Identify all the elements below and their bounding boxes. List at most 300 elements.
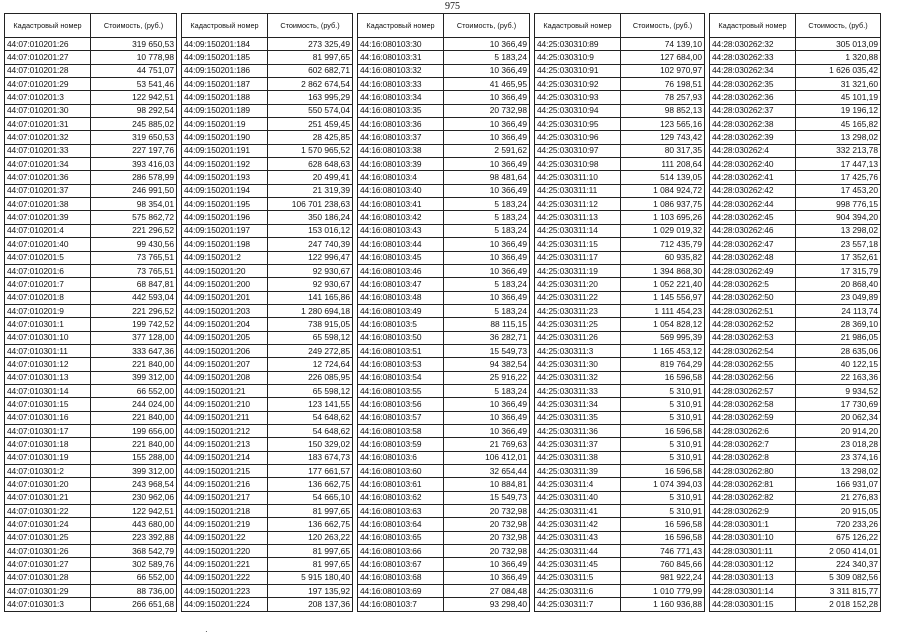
value-cell: 17 447,13 <box>796 158 881 171</box>
table-row <box>358 118 530 131</box>
cadastral-number-cell: 44:16:080103:69 <box>358 585 444 598</box>
cadastral-number-cell: 44:28:030262:82 <box>710 491 796 504</box>
value-cell: 2 862 674,54 <box>268 78 353 91</box>
cadastral-number-cell: 44:07:010301:29 <box>5 585 91 598</box>
value-cell: 5 183,24 <box>444 211 530 224</box>
cadastral-number-cell: 44:25:030311:15 <box>535 238 621 251</box>
value-cell: 25 916,22 <box>444 371 530 384</box>
table-row <box>5 438 177 451</box>
value-cell: 44 751,07 <box>91 64 177 77</box>
cadastral-number-cell: 44:07:010201:30 <box>5 104 91 117</box>
value-cell: 197 135,92 <box>268 585 353 598</box>
value-cell: 20 914,20 <box>796 424 881 437</box>
table-row <box>5 598 177 611</box>
value-cell: 13 298,02 <box>796 224 881 237</box>
value-cell: 1 160 936,88 <box>621 598 705 611</box>
cadastral-number-cell: 44:28:030262:42 <box>710 184 796 197</box>
value-cell: 1 165 453,12 <box>621 344 705 357</box>
table-row <box>182 384 353 397</box>
cadastral-number-cell: 44:07:010301:27 <box>5 558 91 571</box>
cadastral-number-cell: 44:16:080103:30 <box>358 38 444 51</box>
value-cell: 31 321,60 <box>796 78 881 91</box>
value-cell: 15 549,73 <box>444 491 530 504</box>
value-cell: 163 995,29 <box>268 91 353 104</box>
cadastral-number-cell: 44:16:080103:32 <box>358 64 444 77</box>
table-row <box>5 264 177 277</box>
cadastral-number-cell: 44:16:080103:64 <box>358 518 444 531</box>
table-row <box>535 211 705 224</box>
cadastral-number-cell: 44:07:010201:6 <box>5 264 91 277</box>
cadastral-number-cell: 44:25:030311:6 <box>535 585 621 598</box>
value-cell: 23 018,28 <box>796 438 881 451</box>
table-row <box>5 518 177 531</box>
table-row <box>358 91 530 104</box>
cadastral-number-cell: 44:16:080103:46 <box>358 264 444 277</box>
cadastral-number-cell: 44:09:150201:2 <box>182 251 268 264</box>
value-cell: 155 288,00 <box>91 451 177 464</box>
cadastral-table-4 <box>534 13 705 612</box>
cadastral-number-cell: 44:09:150201:185 <box>182 51 268 64</box>
cadastral-number-cell: 44:28:030262:50 <box>710 291 796 304</box>
cadastral-number-cell: 44:07:010201:26 <box>5 38 91 51</box>
table-row <box>535 251 705 264</box>
table-row <box>182 438 353 451</box>
table-row <box>182 398 353 411</box>
value-cell: 17 453,20 <box>796 184 881 197</box>
cadastral-number-cell: 44:07:010201:28 <box>5 64 91 77</box>
table-row <box>182 224 353 237</box>
table-row <box>358 424 530 437</box>
table-row <box>710 64 881 77</box>
table-row <box>710 291 881 304</box>
value-cell: 738 915,05 <box>268 318 353 331</box>
cadastral-table-2 <box>181 13 353 612</box>
cadastral-number-cell: 44:09:150201:205 <box>182 331 268 344</box>
cadastral-number-cell: 44:09:150201:192 <box>182 158 268 171</box>
value-cell: 123 141,55 <box>268 398 353 411</box>
cadastral-number-cell: 44:09:150201:219 <box>182 518 268 531</box>
value-cell: 575 862,72 <box>91 211 177 224</box>
cadastral-number-cell: 44:25:030311:22 <box>535 291 621 304</box>
cadastral-number-cell: 44:07:010301:24 <box>5 518 91 531</box>
value-cell: 319 650,53 <box>91 131 177 144</box>
cadastral-number-cell: 44:16:080103:54 <box>358 371 444 384</box>
table-row <box>182 411 353 424</box>
table-row <box>535 304 705 317</box>
table-row <box>358 251 530 264</box>
cadastral-number-cell: 44:16:080103:37 <box>358 131 444 144</box>
cadastral-number-cell: 44:07:010301:14 <box>5 384 91 397</box>
value-cell: 122 942,51 <box>91 91 177 104</box>
value-cell: 16 596,58 <box>621 371 705 384</box>
table-row <box>710 331 881 344</box>
value-cell: 1 029 019,32 <box>621 224 705 237</box>
value-cell: 628 648,63 <box>268 158 353 171</box>
value-cell: 80 317,35 <box>621 144 705 157</box>
value-cell: 904 394,20 <box>796 211 881 224</box>
cadastral-number-cell: 44:25:030311:35 <box>535 411 621 424</box>
value-cell: 1 111 454,23 <box>621 304 705 317</box>
value-cell: 122 996,47 <box>268 251 353 264</box>
table-row <box>182 38 353 51</box>
table-row <box>358 598 530 611</box>
cadastral-number-cell: 44:07:010301:22 <box>5 505 91 518</box>
value-cell: 20 062,34 <box>796 411 881 424</box>
value-cell: 20 732,98 <box>444 518 530 531</box>
table-row <box>358 104 530 117</box>
value-cell: 602 682,71 <box>268 64 353 77</box>
cadastral-number-cell: 44:25:030311:10 <box>535 171 621 184</box>
value-cell: 1 103 695,26 <box>621 211 705 224</box>
table-row <box>710 558 881 571</box>
table-row <box>535 238 705 251</box>
cadastral-number-cell: 44:16:080103:51 <box>358 344 444 357</box>
value-cell: 319 650,53 <box>91 38 177 51</box>
cadastral-number-cell: 44:25:030311:20 <box>535 278 621 291</box>
cadastral-number-cell: 44:09:150201:212 <box>182 424 268 437</box>
value-cell: 40 122,15 <box>796 358 881 371</box>
value-cell: 514 139,05 <box>621 171 705 184</box>
cadastral-number-cell: 44:16:080103:68 <box>358 571 444 584</box>
cadastral-number-cell: 44:09:150201:198 <box>182 238 268 251</box>
table-row <box>710 171 881 184</box>
value-cell: 230 962,06 <box>91 491 177 504</box>
value-cell: 9 934,52 <box>796 384 881 397</box>
cadastral-number-cell: 44:09:150201:186 <box>182 64 268 77</box>
value-cell: 998 776,15 <box>796 198 881 211</box>
cadastral-number-cell: 44:07:010201:7 <box>5 278 91 291</box>
table-row <box>710 344 881 357</box>
value-cell: 10 366,49 <box>444 38 530 51</box>
value-cell: 153 016,12 <box>268 224 353 237</box>
header-cadastral-number: Кадастровый номер <box>5 14 91 38</box>
value-cell: 399 312,00 <box>91 371 177 384</box>
value-cell: 2 050 414,01 <box>796 545 881 558</box>
cadastral-number-cell: 44:07:010301:20 <box>5 478 91 491</box>
table-row <box>182 518 353 531</box>
value-cell: 28 635,06 <box>796 344 881 357</box>
value-cell: 208 137,36 <box>268 598 353 611</box>
header-value: Стоимость, (руб.) <box>268 14 353 38</box>
cadastral-number-cell: 44:28:030262:56 <box>710 371 796 384</box>
table-row <box>358 558 530 571</box>
value-cell: 41 465,95 <box>444 78 530 91</box>
value-cell: 393 416,03 <box>91 158 177 171</box>
cadastral-number-cell: 44:07:010201:36 <box>5 171 91 184</box>
value-cell: 5 310,91 <box>621 505 705 518</box>
table-row <box>535 505 705 518</box>
cadastral-number-cell: 44:16:080103:63 <box>358 505 444 518</box>
cadastral-number-cell: 44:28:030262:55 <box>710 358 796 371</box>
table-row <box>358 304 530 317</box>
table-row <box>358 278 530 291</box>
table-row <box>535 131 705 144</box>
value-cell: 73 765,51 <box>91 264 177 277</box>
table-row <box>358 491 530 504</box>
table-row <box>710 198 881 211</box>
table-row <box>535 384 705 397</box>
table-row <box>5 238 177 251</box>
value-cell: 23 049,89 <box>796 291 881 304</box>
cadastral-number-cell: 44:25:030311:42 <box>535 518 621 531</box>
table-row <box>5 465 177 478</box>
table-row <box>535 331 705 344</box>
table-row <box>535 598 705 611</box>
cadastral-number-cell: 44:28:030262:32 <box>710 38 796 51</box>
value-cell: 102 970,97 <box>621 64 705 77</box>
value-cell: 377 128,00 <box>91 331 177 344</box>
value-cell: 5 183,24 <box>444 278 530 291</box>
table-row <box>5 278 177 291</box>
cadastral-number-cell: 44:16:080103:38 <box>358 144 444 157</box>
value-cell: 129 743,42 <box>621 131 705 144</box>
cadastral-number-cell: 44:16:080103:39 <box>358 158 444 171</box>
header-value: Стоимость, (руб.) <box>796 14 881 38</box>
cadastral-number-cell: 44:07:010301:21 <box>5 491 91 504</box>
value-cell: 368 542,79 <box>91 545 177 558</box>
cadastral-number-cell: 44:07:010201:9 <box>5 304 91 317</box>
table-row <box>182 371 353 384</box>
value-cell: 183 674,73 <box>268 451 353 464</box>
table-row <box>358 358 530 371</box>
table-row <box>5 545 177 558</box>
table-row <box>710 531 881 544</box>
table-row <box>710 371 881 384</box>
value-cell: 266 651,68 <box>91 598 177 611</box>
table-row <box>710 224 881 237</box>
table-row <box>535 344 705 357</box>
cadastral-number-cell: 44:28:030301:12 <box>710 558 796 571</box>
value-cell: 221 296,52 <box>91 224 177 237</box>
cadastral-number-cell: 44:16:080103:66 <box>358 545 444 558</box>
table-row <box>182 51 353 64</box>
cadastral-number-cell: 44:07:010301:2 <box>5 465 91 478</box>
value-cell: 65 598,12 <box>268 331 353 344</box>
value-cell: 13 298,02 <box>796 465 881 478</box>
table-row <box>358 144 530 157</box>
value-cell: 244 024,00 <box>91 398 177 411</box>
table-row <box>5 318 177 331</box>
table-row <box>535 171 705 184</box>
cadastral-number-cell: 44:16:080103:60 <box>358 465 444 478</box>
cadastral-number-cell: 44:16:080103:48 <box>358 291 444 304</box>
cadastral-number-cell: 44:09:150201:224 <box>182 598 268 611</box>
table-row <box>182 598 353 611</box>
value-cell: 53 541,46 <box>91 78 177 91</box>
value-cell: 10 366,49 <box>444 558 530 571</box>
cadastral-number-cell: 44:28:030262:57 <box>710 384 796 397</box>
value-cell: 21 769,63 <box>444 438 530 451</box>
value-cell: 123 565,16 <box>621 118 705 131</box>
table-row <box>5 491 177 504</box>
value-cell: 1 145 556,97 <box>621 291 705 304</box>
table-row <box>182 545 353 558</box>
value-cell: 305 013,09 <box>796 38 881 51</box>
cadastral-number-cell: 44:25:030311:25 <box>535 318 621 331</box>
value-cell: 675 126,22 <box>796 531 881 544</box>
value-cell: 166 931,07 <box>796 478 881 491</box>
value-cell: 227 197,76 <box>91 144 177 157</box>
cadastral-number-cell: 44:09:150201:193 <box>182 171 268 184</box>
value-cell: 98 481,64 <box>444 171 530 184</box>
cadastral-number-cell: 44:28:030301:1 <box>710 518 796 531</box>
value-cell: 45 101,19 <box>796 91 881 104</box>
cadastral-number-cell: 44:16:080103:49 <box>358 304 444 317</box>
value-cell: 16 596,58 <box>621 465 705 478</box>
value-cell: 10 366,49 <box>444 264 530 277</box>
table-row <box>182 451 353 464</box>
value-cell: 92 930,67 <box>268 278 353 291</box>
table-row <box>358 264 530 277</box>
value-cell: 350 186,24 <box>268 211 353 224</box>
cadastral-number-cell: 44:07:010301:11 <box>5 344 91 357</box>
value-cell: 10 366,49 <box>444 398 530 411</box>
value-cell: 246 991,50 <box>91 184 177 197</box>
table-row <box>358 545 530 558</box>
cadastral-number-cell: 44:16:080103:58 <box>358 424 444 437</box>
cadastral-number-cell: 44:28:030262:34 <box>710 64 796 77</box>
value-cell: 5 309 082,56 <box>796 571 881 584</box>
value-cell: 10 366,49 <box>444 251 530 264</box>
value-cell: 36 282,71 <box>444 331 530 344</box>
table-row <box>358 438 530 451</box>
table-row <box>710 304 881 317</box>
table-row <box>5 505 177 518</box>
table-row <box>182 318 353 331</box>
value-cell: 720 233,26 <box>796 518 881 531</box>
cadastral-number-cell: 44:09:150201:217 <box>182 491 268 504</box>
value-cell: 10 366,49 <box>444 184 530 197</box>
cadastral-number-cell: 44:28:030262:52 <box>710 318 796 331</box>
table-row <box>358 158 530 171</box>
cadastral-number-cell: 44:07:010301:16 <box>5 411 91 424</box>
value-cell: 66 552,00 <box>91 384 177 397</box>
table-row <box>710 91 881 104</box>
table-row <box>535 571 705 584</box>
cadastral-number-cell: 44:25:030310:95 <box>535 118 621 131</box>
value-cell: 5 183,24 <box>444 304 530 317</box>
value-cell: 5 310,91 <box>621 384 705 397</box>
table-row <box>358 411 530 424</box>
value-cell: 21 276,83 <box>796 491 881 504</box>
value-cell: 5 183,24 <box>444 384 530 397</box>
table-row <box>182 91 353 104</box>
header-cadastral-number: Кадастровый номер <box>710 14 796 38</box>
value-cell: 68 847,81 <box>91 278 177 291</box>
cadastral-number-cell: 44:09:150201:207 <box>182 358 268 371</box>
value-cell: 1 084 924,72 <box>621 184 705 197</box>
cadastral-number-cell: 44:07:010301:19 <box>5 451 91 464</box>
cadastral-number-cell: 44:09:150201:206 <box>182 344 268 357</box>
table-row <box>535 51 705 64</box>
cadastral-number-cell: 44:16:080103:67 <box>358 558 444 571</box>
table-row <box>358 238 530 251</box>
cadastral-number-cell: 44:07:010201:29 <box>5 78 91 91</box>
cadastral-number-cell: 44:25:030310:96 <box>535 131 621 144</box>
cadastral-number-cell: 44:28:030262:40 <box>710 158 796 171</box>
value-cell: 98 354,01 <box>91 198 177 211</box>
table-row <box>182 558 353 571</box>
table-row <box>710 411 881 424</box>
cadastral-number-cell: 44:09:150201:210 <box>182 398 268 411</box>
cadastral-number-cell: 44:16:080103:6 <box>358 451 444 464</box>
cadastral-number-cell: 44:16:080103:42 <box>358 211 444 224</box>
table-row <box>5 144 177 157</box>
cadastral-number-cell: 44:07:010301:13 <box>5 371 91 384</box>
value-cell: 122 942,51 <box>91 505 177 518</box>
cadastral-number-cell: 44:25:030311:43 <box>535 531 621 544</box>
value-cell: 13 298,02 <box>796 131 881 144</box>
cadastral-number-cell: 44:09:150201:191 <box>182 144 268 157</box>
table-row <box>5 558 177 571</box>
table-row <box>710 465 881 478</box>
table-row <box>182 585 353 598</box>
table-row <box>710 585 881 598</box>
cadastral-number-cell: 44:25:030311:26 <box>535 331 621 344</box>
value-cell: 273 325,49 <box>268 38 353 51</box>
value-cell: 2 591,62 <box>444 144 530 157</box>
cadastral-number-cell: 44:28:030262:58 <box>710 398 796 411</box>
cadastral-number-cell: 44:07:010301:1 <box>5 318 91 331</box>
value-cell: 28 425,85 <box>268 131 353 144</box>
table-row <box>535 545 705 558</box>
table-row <box>535 371 705 384</box>
cadastral-number-cell: 44:16:080103:36 <box>358 118 444 131</box>
table-row <box>182 64 353 77</box>
table-row <box>5 571 177 584</box>
value-cell: 88 736,00 <box>91 585 177 598</box>
value-cell: 28 369,10 <box>796 318 881 331</box>
value-cell: 1 052 221,40 <box>621 278 705 291</box>
cadastral-number-cell: 44:25:030310:9 <box>535 51 621 64</box>
table-row <box>535 118 705 131</box>
value-cell: 221 840,00 <box>91 358 177 371</box>
header-value: Стоимость, (руб.) <box>621 14 705 38</box>
table-row <box>5 411 177 424</box>
cadastral-number-cell: 44:25:030311:11 <box>535 184 621 197</box>
value-cell: 24 113,74 <box>796 304 881 317</box>
cadastral-number-cell: 44:28:030301:11 <box>710 545 796 558</box>
table-row <box>358 465 530 478</box>
header-value: Стоимость, (руб.) <box>91 14 177 38</box>
cadastral-number-cell: 44:25:030311:34 <box>535 398 621 411</box>
value-cell: 99 430,56 <box>91 238 177 251</box>
value-cell: 199 742,52 <box>91 318 177 331</box>
cadastral-number-cell: 44:09:150201:201 <box>182 291 268 304</box>
table-row <box>182 571 353 584</box>
table-row <box>535 451 705 464</box>
cadastral-number-cell: 44:28:030262:7 <box>710 438 796 451</box>
cadastral-number-cell: 44:09:150201:20 <box>182 264 268 277</box>
table-row <box>5 344 177 357</box>
value-cell: 286 578,99 <box>91 171 177 184</box>
cadastral-number-cell: 44:28:030262:53 <box>710 331 796 344</box>
table-row <box>710 278 881 291</box>
table-row <box>535 91 705 104</box>
cadastral-number-cell: 44:28:030262:9 <box>710 505 796 518</box>
value-cell: 111 208,64 <box>621 158 705 171</box>
table-row <box>710 251 881 264</box>
table-row <box>358 384 530 397</box>
value-cell: 1 010 779,99 <box>621 585 705 598</box>
table-row <box>5 331 177 344</box>
table-row <box>535 198 705 211</box>
value-cell: 3 311 815,77 <box>796 585 881 598</box>
value-cell: 141 165,86 <box>268 291 353 304</box>
table-row <box>710 384 881 397</box>
table-row <box>710 211 881 224</box>
value-cell: 10 778,98 <box>91 51 177 64</box>
